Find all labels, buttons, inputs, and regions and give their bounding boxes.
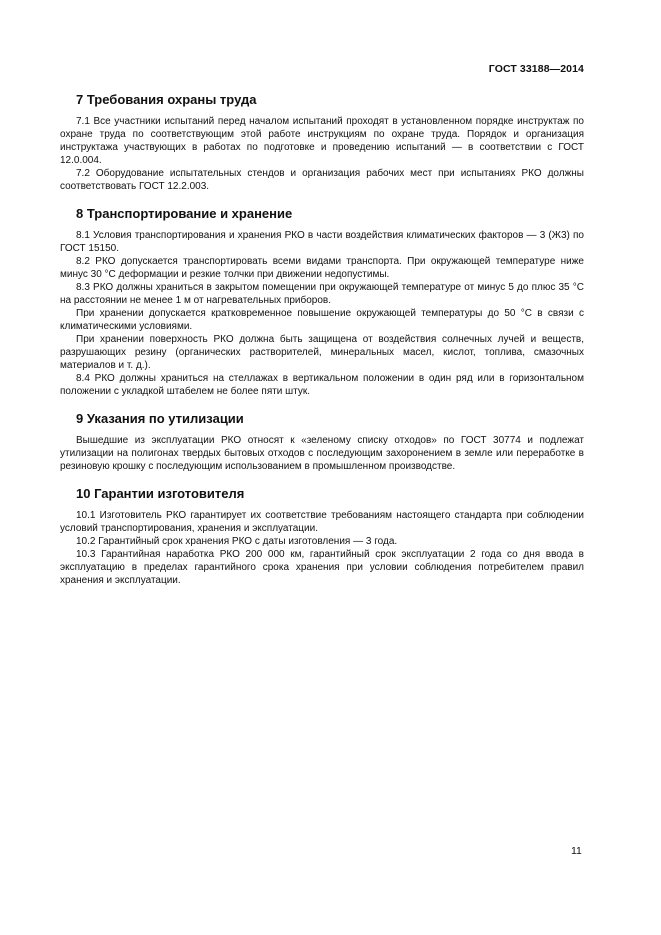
section-warranty bbox=[60, 486, 584, 587]
paragraph: 8.2 РКО допускается транспортировать всеми видами транспорта. При окружающей температуре ниже минус 30 °С деформации и резкие толчки при движении недопустимы. bbox=[60, 256, 584, 280]
page-number: 11 bbox=[571, 845, 582, 857]
document-code: ГОСТ 33188—2014 bbox=[488, 63, 584, 75]
paragraph: 10.3 Гарантийная наработка РКО 200 000 км, гарантийный срок эксплуатации 2 года со дня ввода в эксплуатацию в пределах гарантийного срока хранения при условии соблюдения потребителем правил хранения и эксплуатации. bbox=[60, 549, 584, 586]
section-title: 9 Указания по утилизации bbox=[76, 411, 244, 426]
paragraph: 7.2 Оборудование испытательных стендов и организация рабочих мест при испытаниях РКО должны соответствовать ГОСТ 12.2.003. bbox=[60, 168, 584, 192]
paragraph: 8.1 Условия транспортирования и хранения РКО в части воздействия климатических факторов — 3 (Ж3) по ГОСТ 15150. bbox=[60, 230, 584, 254]
paragraph: Вышедшие из эксплуатации РКО относят к «зеленому списку отходов» по ГОСТ 30774 и подлежат утилизации на полигонах твердых бытовых отходов с последующим захоронением в земле или переработке в резиновую крошку с последующим использованием в промышленном производстве. bbox=[60, 435, 584, 472]
paragraph: 7.1 Все участники испытаний перед началом испытаний проходят в установленном порядке инструктаж по охране труда по соответствующим этой работе инструкциям по охране труда. Порядок и организация инструктажа участвующих в работах по подготовке и проведению испытаний — в соответствии с ГОСТ 12.0.004. bbox=[60, 116, 584, 166]
paragraph: 8.4 РКО должны храниться на стеллажах в вертикальном положении в один ряд или в горизонтальном положении с укладкой штабелем не более пяти штук. bbox=[60, 373, 584, 397]
section-disposal bbox=[60, 411, 584, 473]
document-body bbox=[60, 90, 584, 600]
section-title: 8 Транспортирование и хранение bbox=[76, 206, 293, 221]
section-transport-storage bbox=[60, 206, 584, 398]
section-title: 7 Требования охраны труда bbox=[76, 92, 257, 107]
paragraph: 8.3 РКО должны храниться в закрытом помещении при окружающей температуре от минус 5 до плюс 35 °С на расстоянии не менее 1 м от нагревательных приборов. bbox=[60, 282, 584, 306]
paragraph: При хранении допускается кратковременное повышение окружающей температуры до 50 °С в связи с климатическими условиями. bbox=[60, 308, 584, 332]
paragraph: При хранении поверхность РКО должна быть защищена от воздействия солнечных лучей и веществ, разрушающих резину (органических растворителей, минеральных масел, кислот, топлива, смазочных материалов и т. д.). bbox=[60, 334, 584, 371]
paragraph: 10.2 Гарантийный срок хранения РКО с даты изготовления — 3 года. bbox=[76, 536, 398, 547]
paragraph: 10.1 Изготовитель РКО гарантирует их соответствие требованиям настоящего стандарта при соблюдении условий транспортирования, хранения и эксплуатации. bbox=[60, 510, 584, 534]
section-labor-safety bbox=[60, 92, 584, 193]
section-title: 10 Гарантии изготовителя bbox=[76, 486, 245, 501]
